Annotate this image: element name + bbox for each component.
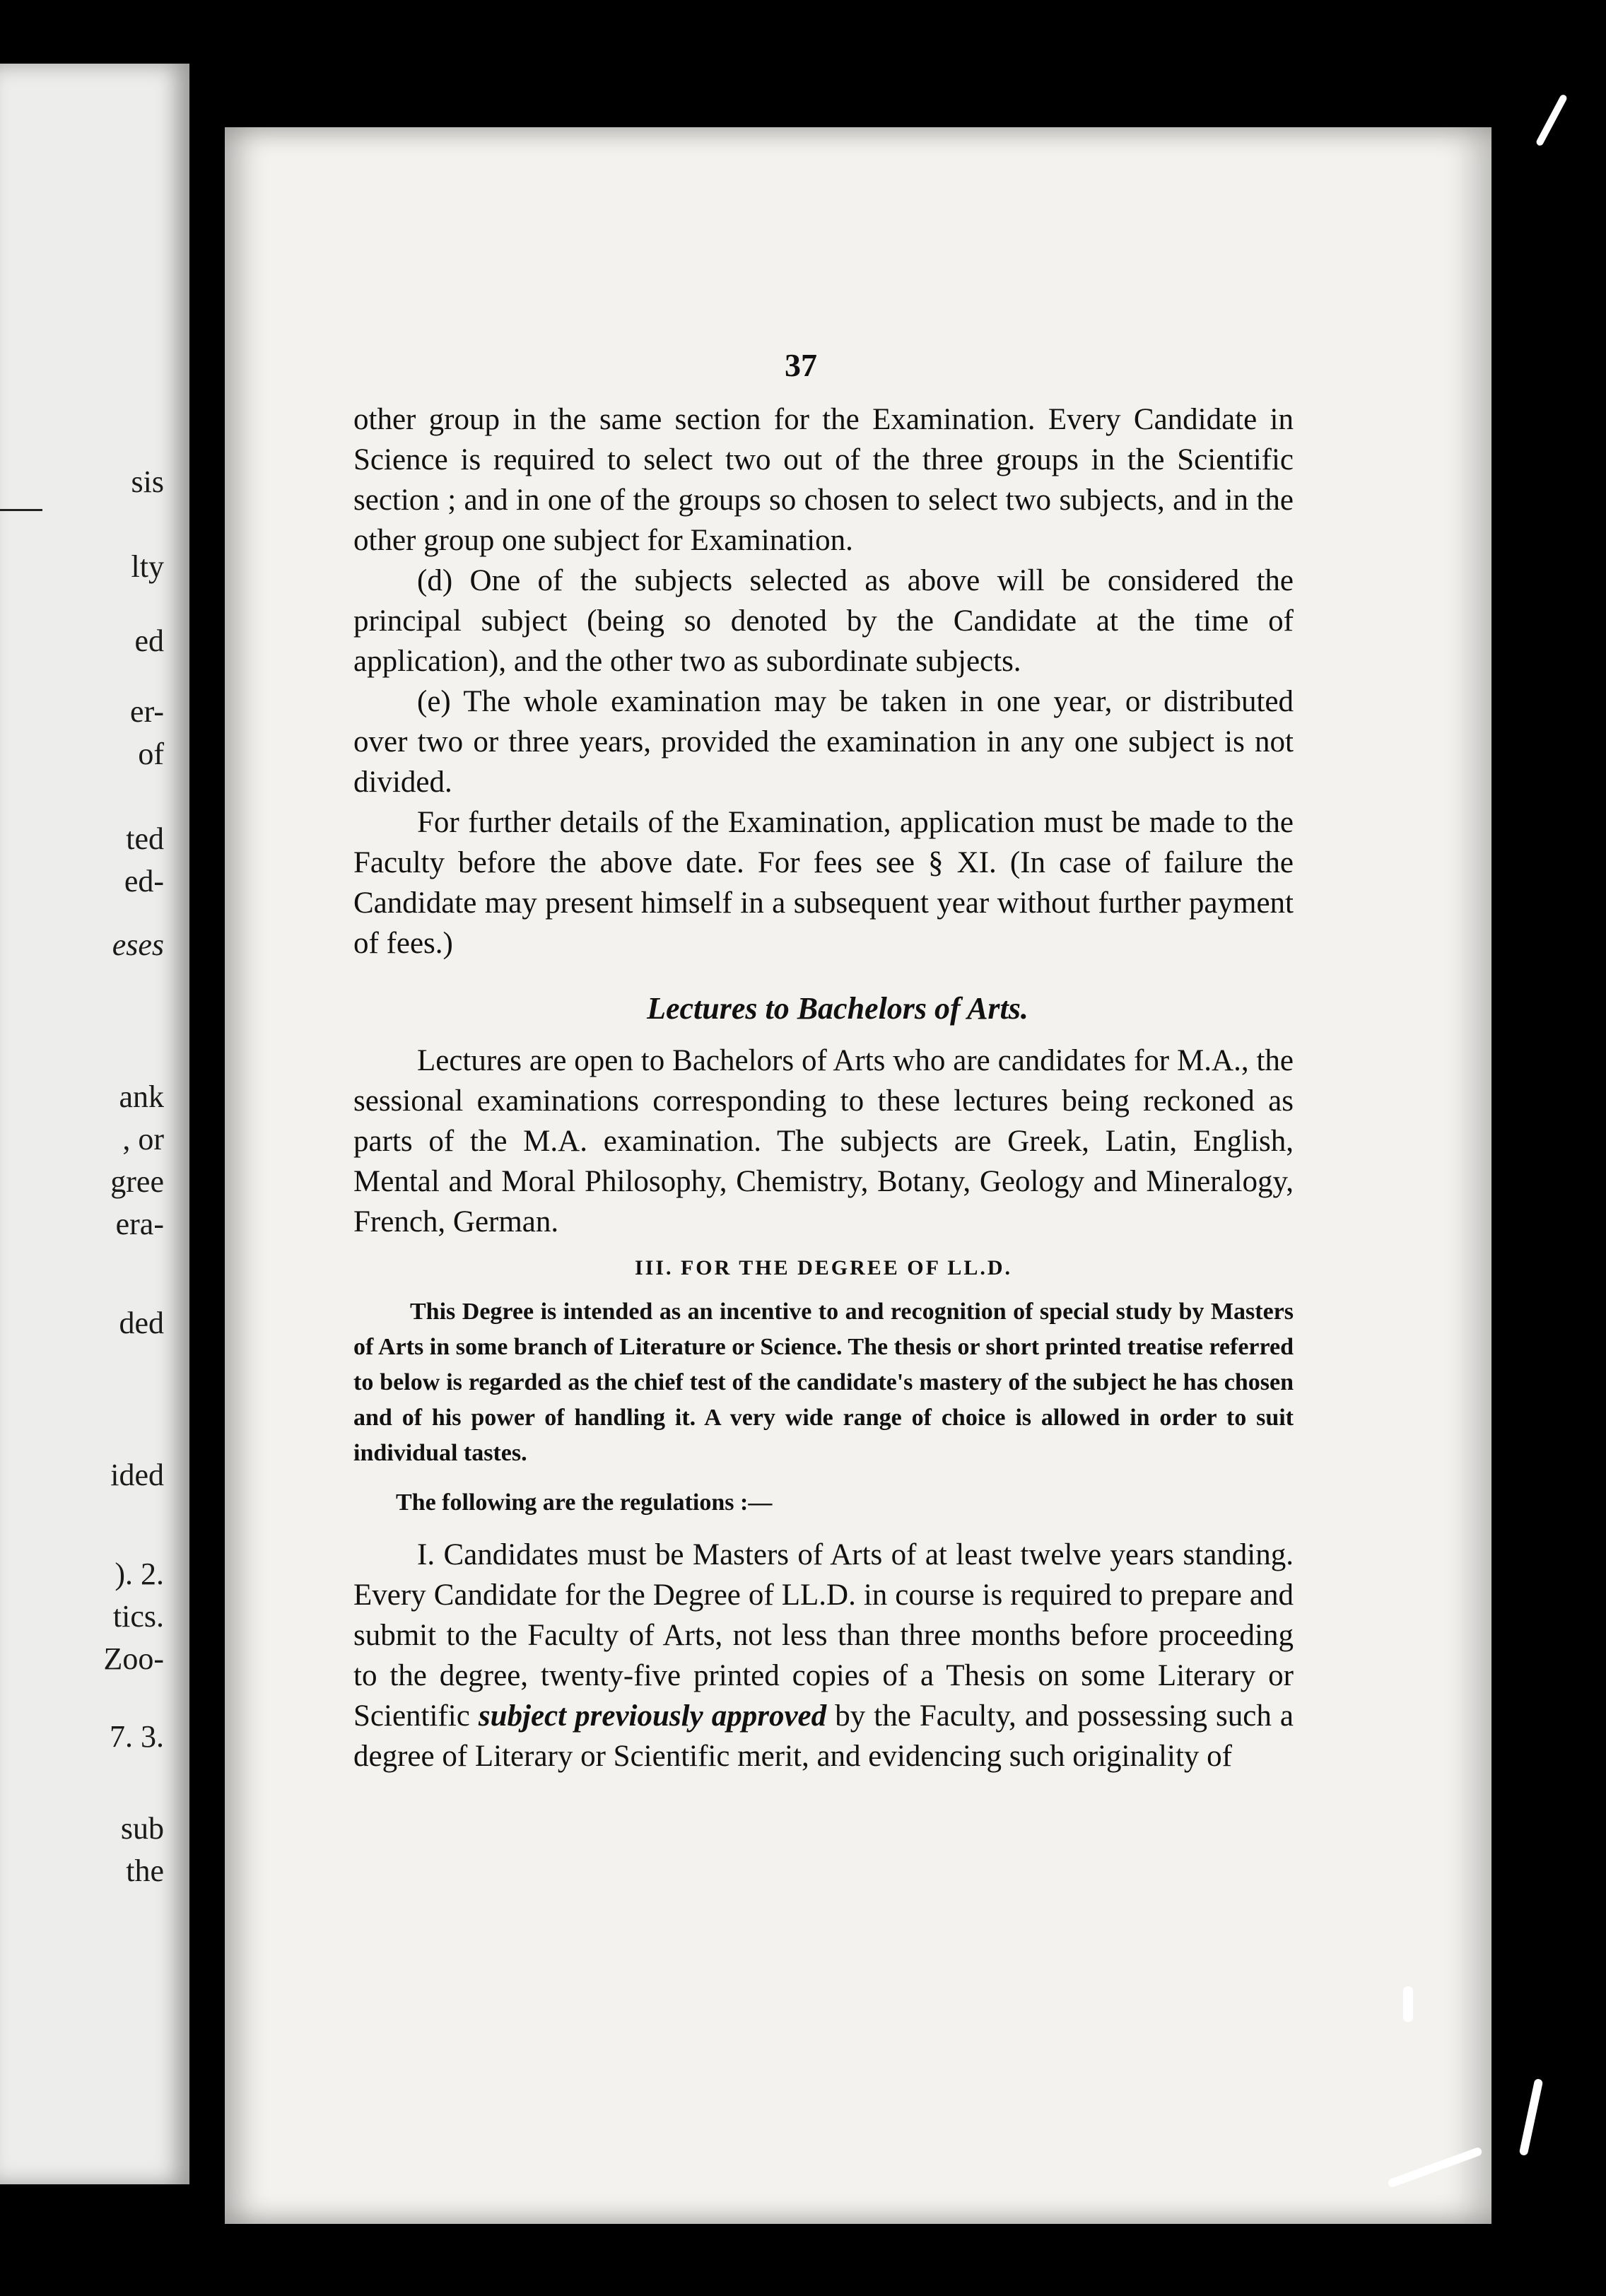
margin-fragment: ted: [126, 821, 164, 856]
scan-edge-mark: [1535, 93, 1568, 146]
margin-fragment: the: [126, 1853, 164, 1888]
margin-fragment: ed-: [124, 864, 164, 898]
margin-fragment: ank: [119, 1079, 164, 1114]
paragraph-principal-subject: (d) One of the subjects selected as above will be considered the principal subject (being so denoted by the Candidate at the time of application), and the other two as subordinate subjects.: [353, 564, 1294, 678]
paragraph-regulation-one: [353, 1535, 1294, 1776]
margin-fragment: of: [138, 737, 164, 771]
margin-fragment: ed: [134, 623, 164, 658]
paragraph-further-details: For further details of the Examination, application must be made to the Faculty before the above date. For fees see § XI. (In case of failure the Candidate may present himself in a subsequent year without further payment of fees.): [353, 806, 1294, 960]
facing-page: [0, 64, 189, 2184]
regulations-lead: The following are the regulations :—: [396, 1489, 773, 1516]
scan-edge-mark: [1403, 1986, 1413, 2022]
margin-fragment: er-: [130, 694, 164, 729]
margin-fragment: Zoo-: [103, 1641, 164, 1676]
page-body: [353, 399, 1294, 1776]
margin-fragment: gree: [110, 1164, 164, 1199]
margin-fragment: lty: [131, 549, 164, 584]
regulation-text-start: I. Candidates must be Masters of Arts of at least twelve years standing. Every Candidate for the Degree of LL.D. in course is required to prepare and submit to the Faculty of Arts, not less than three months before proceeding to the degree, twenty-five printed copies of a Thesis on some Literary or Scientific: [353, 1538, 1294, 1733]
margin-fragment: sis: [131, 464, 164, 499]
book-gutter: [189, 0, 223, 2296]
section-heading-lectures: Lectures to Bachelors of Arts.: [647, 991, 1028, 1026]
paragraph-continuation: other group in the same section for the Examination. Every Candidate in Science is required to select two out of the three groups in the Scientific section ; and in one of the groups so chosen to select two subjects, and in the other group one subject for Examination.: [353, 403, 1294, 557]
paragraph-lectures: Lectures are open to Bachelors of Arts who are candidates for M.A., the sessional examinations corresponding to these lectures being reckoned as parts of the M.A. examination. The subjects are Greek, Latin, English, Mental and Moral Philosophy, Chemistry, Botany, Geology and Mineralogy, French, German.: [353, 1044, 1294, 1238]
margin-fragment: 7. 3.: [110, 1719, 164, 1754]
regulation-emphasis: subject previously approved: [478, 1699, 827, 1733]
margin-rule: [0, 509, 42, 511]
paragraph-degree-intent: This Degree is intended as an incentive to and recognition of special study by Masters of Arts in some branch of Literature or Science. The thesis or short printed treatise referred to below is regarded as the chief test of the candidate's mastery of the subject he has chosen and of his power of handling it. A very wide range of choice is allowed in order to suit individual tastes.: [353, 1299, 1294, 1466]
margin-fragment: tics.: [112, 1599, 164, 1634]
regulation-text-end: by the Faculty, and possessing such a degree of Literary or Scientific merit, and evidencing such originality of: [353, 1699, 1294, 1773]
margin-fragment: ded: [119, 1306, 164, 1340]
page-number: 37: [785, 347, 817, 383]
margin-fragment: ). 2.: [115, 1557, 164, 1591]
margin-fragment: , or: [122, 1122, 164, 1156]
scan-edge-mark: [1519, 2078, 1544, 2156]
paragraph-whole-examination: (e) The whole examination may be taken in one year, or distributed over two or three years, provided the examination in any one subject is not divided.: [353, 685, 1294, 799]
margin-fragment: eses: [112, 927, 164, 962]
section-heading-lld: III. FOR THE DEGREE OF LL.D.: [634, 1256, 1013, 1279]
margin-fragment: era-: [115, 1207, 164, 1241]
margin-fragment: sub: [120, 1811, 164, 1846]
margin-fragment: ided: [110, 1458, 164, 1492]
